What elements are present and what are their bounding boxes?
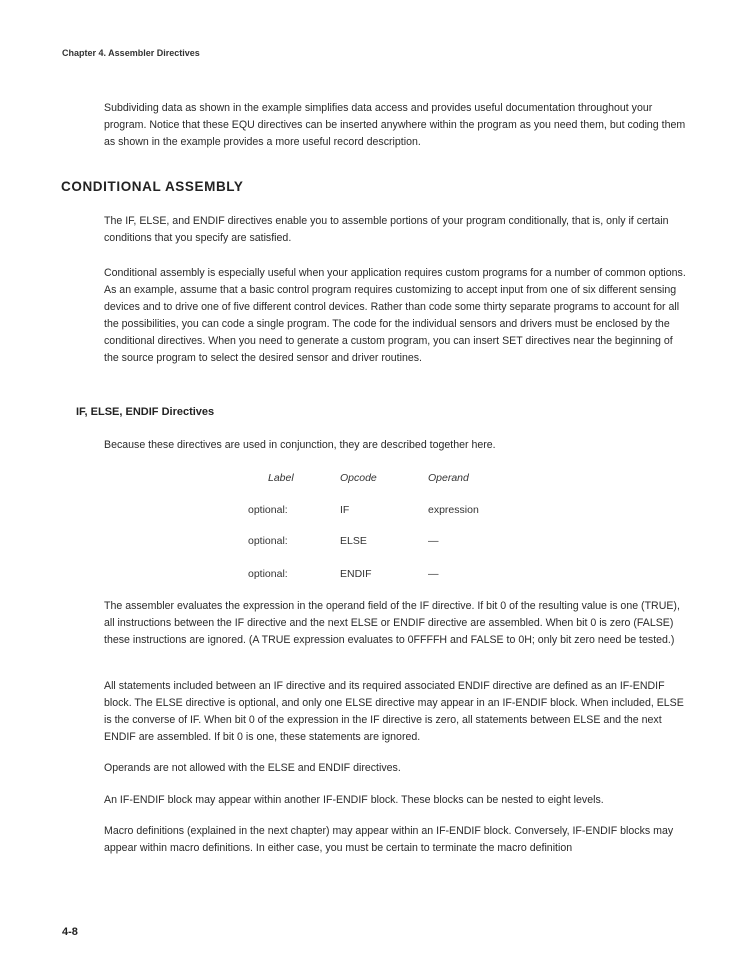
subsection-intro: Because these directives are used in conjunction, they are described together here. <box>104 439 496 451</box>
syntax-label: optional: <box>248 504 288 516</box>
syntax-opcode: ENDIF <box>340 568 372 580</box>
section-paragraph-1: The IF, ELSE, and ENDIF directives enable you to assemble portions of your program conditionally, that is, only if certain conditions that you specify are satisfied. <box>104 215 669 244</box>
label-column-header: Label <box>268 472 294 484</box>
body-paragraph-3: Operands are not allowed with the ELSE and ENDIF directives. <box>104 762 401 774</box>
section-paragraph-2: Conditional assembly is especially useful when your application requires custom programs for a number of common options. As an example, assume that a basic control program requires customizing to accept input from one of six different sensing devices and to drive one of five different control devices. Rather than code some thirty separate programs to account for all the possibilities, you can code a single program. The code for the individual sensors and drivers must be enclosed by the conditional directives. When you need to generate a custom program, you can insert SET directives near the beginning of the source program to select the desired sensor and driver routines. <box>104 267 686 364</box>
body-paragraph-1: The assembler evaluates the expression in the operand field of the IF directive. If bit 0 of the resulting value is one (TRUE), all instructions between the IF directive and the next ELSE or ENDIF directive are assembled. When bit 0 is zero (FALSE) these instructions are ignored. (A TRUE expression evaluates to 0FFFFH and FALSE to 0H; only bit zero need be tested.) <box>104 600 680 646</box>
intro-paragraph: Subdividing data as shown in the example simplifies data access and provides useful documentation throughout your program. Notice that these EQU directives can be inserted anywhere within the program as you need them, but coding them as shown in the example provides a more useful record description. <box>104 102 686 148</box>
operand-column-header: Operand <box>428 472 469 484</box>
subsection-heading: IF, ELSE, ENDIF Directives <box>76 406 215 418</box>
opcode-column-header: Opcode <box>340 472 377 484</box>
syntax-label: optional: <box>248 535 288 547</box>
syntax-opcode: ELSE <box>340 535 367 547</box>
syntax-opcode: IF <box>340 504 350 516</box>
syntax-label: optional: <box>248 568 288 580</box>
body-paragraph-4: An IF-ENDIF block may appear within another IF-ENDIF block. These blocks can be nested to eight levels. <box>104 794 604 806</box>
syntax-operand: expression <box>428 504 479 516</box>
syntax-operand: — <box>428 535 439 547</box>
syntax-operand: — <box>428 568 439 580</box>
body-paragraph-5: Macro definitions (explained in the next chapter) may appear within an IF-ENDIF block. Conversely, IF-ENDIF blocks may appear within macro definitions. In either case, you must be certain to terminate the macro definition <box>104 825 674 854</box>
syntax-header-row <box>0 472 737 488</box>
syntax-row-if <box>0 504 737 520</box>
syntax-row-endif <box>0 568 737 584</box>
body-paragraph-2: All statements included between an IF directive and its required associated ENDIF directive are defined as an IF-ENDIF block. The ELSE directive is optional, and only one ELSE directive may appear in an IF-ENDIF block. When included, ELSE is the converse of IF. When bit 0 of the expression in the IF directive is zero, all statements between ELSE and the next ENDIF are assembled. If bit 0 is one, these statements are ignored. <box>104 680 684 743</box>
page-number: 4-8 <box>62 926 78 938</box>
running-head: Chapter 4. Assembler Directives <box>62 48 200 58</box>
syntax-row-else <box>0 535 737 551</box>
section-heading: CONDITIONAL ASSEMBLY <box>61 179 244 194</box>
